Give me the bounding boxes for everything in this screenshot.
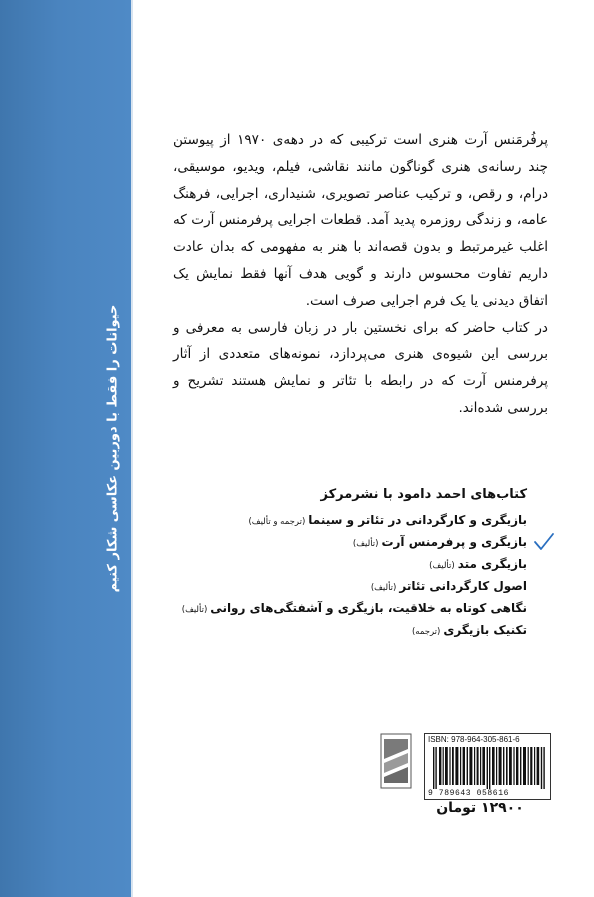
book-title: تکنیک بازیگری [443,623,527,637]
book-note: (تألیف) [352,539,379,549]
book-note: (ترجمه) [411,627,441,637]
book-note: (تألیف) [181,605,208,615]
spine-title [93,0,133,897]
book-item [175,510,527,532]
book-title: نگاهی کوتاه به خلاقیت، بازیگری و آشفتگی‌های روانی [210,601,527,615]
book-title: بازیگری متد [457,557,527,571]
isbn-barcode [424,733,551,800]
back-cover-blurb [173,127,548,422]
checkmark-icon [533,531,555,553]
book-item [175,532,527,554]
book-item [175,554,527,576]
blurb-paragraph-1: پرفُرمَنس آرت هنری است ترکیبی که در دهه‌ی ۱۹۷۰ از پیوستن چند رسانه‌ی هنری گوناگون مانند نقاشی، فیلم، ویدیو، موسیقی، درام، و رقص، و ترکیب عناصر تصویری، شنیداری، اجرایی، فرهنگ عامه، و زندگی روزمره پدید آمد. قطعات اجرایی پرفرمنس آرت که اغلب غیرمرتبط و بدون قصه‌اند با هنر به مفهومی که بدان عادت داریم تفاوت محسوس دارند و گویی هدف آنها فقط نمایش یک اتفاق دیدنی یا یک فرم اجرایی صرف است. [173,132,549,309]
blurb-paragraph-2: در کتاب حاضر که برای نخستین بار در زبان فارسی به معرفی و بررسی این شیوه‌ی هنری می‌پردازد، نمونه‌های متعددی از آثار پرفرمنس آرت که در رابطه با تئاتر و نمایش هستند تشریح و بررسی شده‌اند. [173,319,548,416]
book-note: (تألیف) [429,561,455,571]
author-books-list [175,487,527,642]
book-item [175,598,527,620]
book-title: بازیگری و کارگردانی در تئاتر و سینما [308,513,527,527]
book-item [175,576,527,598]
spine-title-text: حیوانات را فقط با دوربین عکاسی شکار کنیم [105,304,121,593]
barcode-icon [431,747,546,789]
book-note: (ترجمه و تألیف) [248,517,306,527]
book-item [175,620,527,642]
isbn-text: ISBN: 978-964-305-861-6 [428,735,520,744]
book-note: (تألیف) [370,583,397,593]
barcode-digits: 9 789643 058616 [428,789,510,798]
book-title: اصول کارگردانی تئاتر [399,579,527,593]
publisher-logo-icon [380,733,412,789]
price-label: ۱۲۹۰۰ تومان [436,800,524,816]
book-title: بازیگری و پرفرمنس آرت [381,535,527,549]
books-list-title: کتاب‌های احمد دامود با نشرمرکز [320,487,527,502]
